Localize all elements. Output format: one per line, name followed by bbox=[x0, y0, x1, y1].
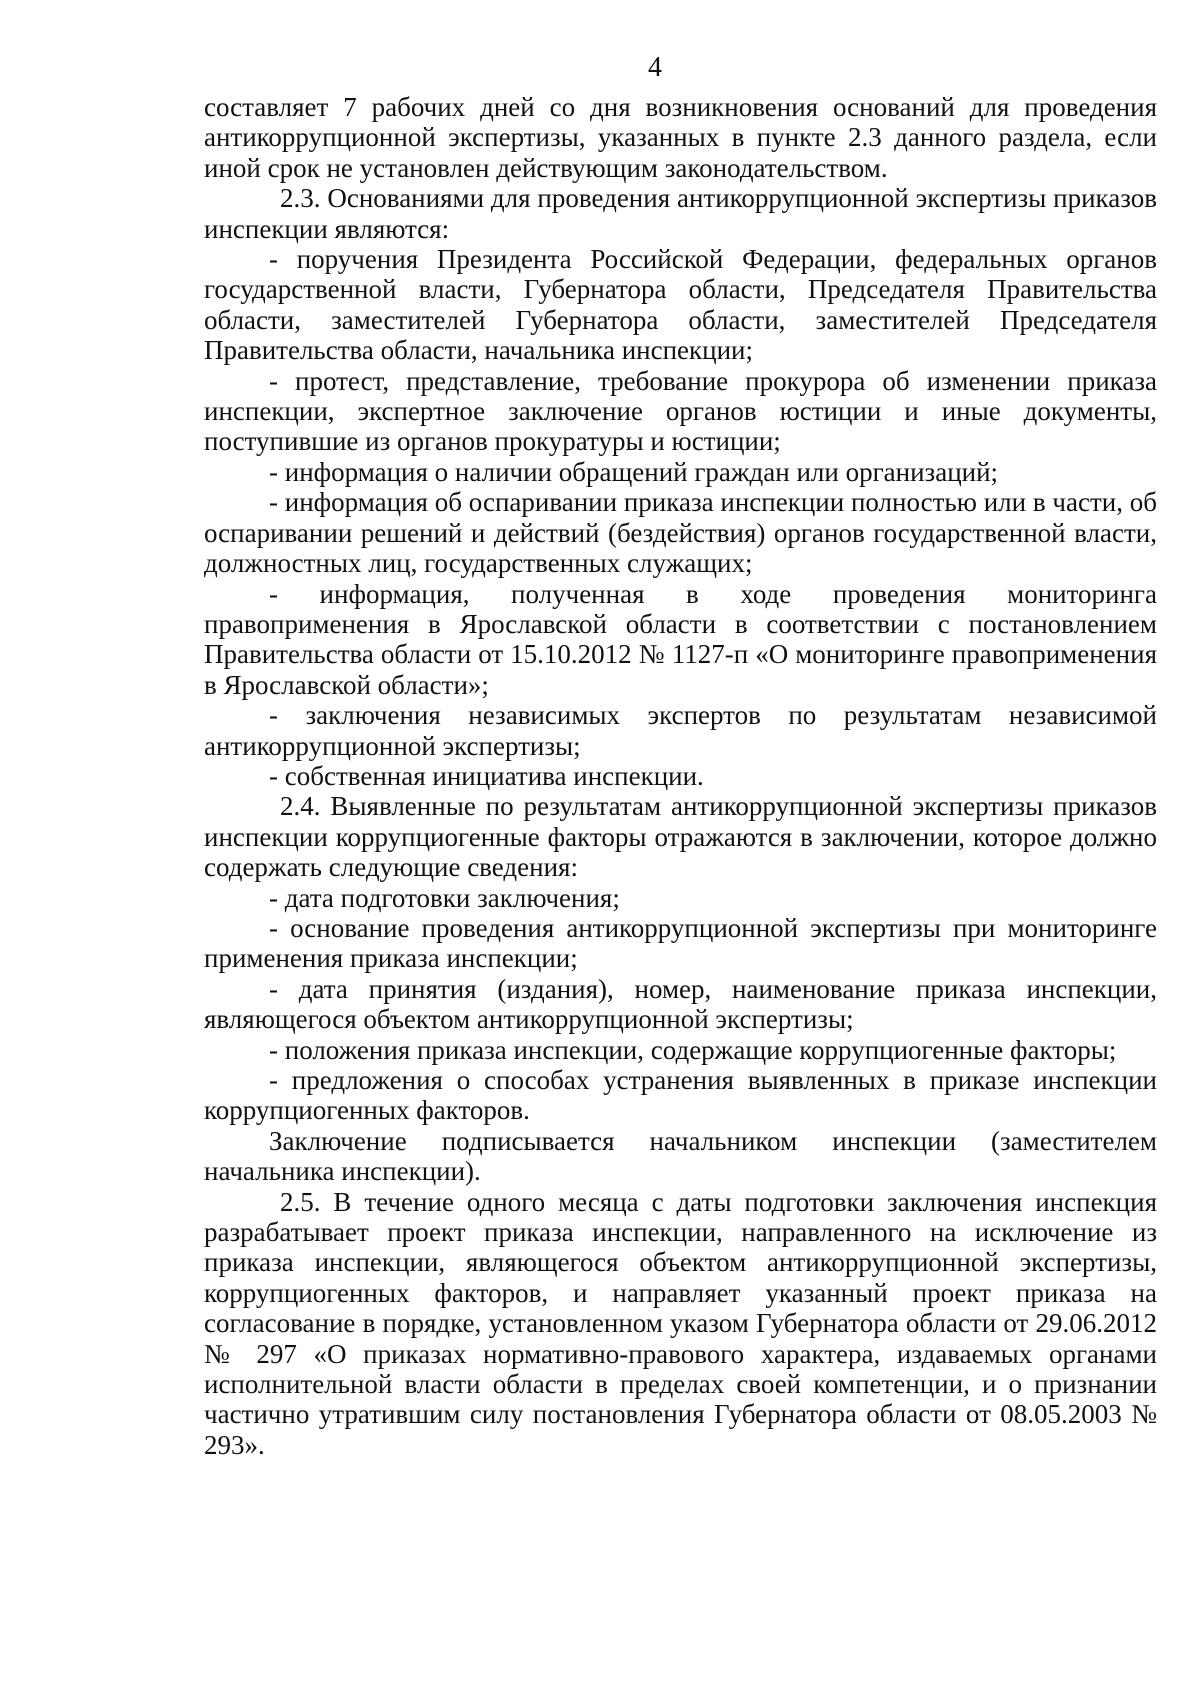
list-item-grounds-protest: - протест, представление, требование прокурора об изменении приказа инспекции, экспертное заключение органов юстиции и иные документы, поступившие из органов прокуратуры и юстиции; bbox=[204, 365, 1157, 457]
paragraph-conclusion-signature: Заключение подписывается начальником инспекции (заместителем начальника инспекции). bbox=[204, 1125, 1157, 1187]
list-item-grounds-monitoring: - информация, полученная в ходе проведения мониторинга правоприменения в Ярославской области в соответствии с постановлением Правительства области от 15.10.2012 № 1127-п «О мониторинге правоприменения в Ярославской области»; bbox=[204, 578, 1157, 700]
list-item-grounds-own-initiative: - собственная инициатива инспекции. bbox=[269, 760, 704, 791]
page-number: 4 bbox=[648, 52, 662, 83]
list-item-conclusion-provisions: - положения приказа инспекции, содержащие коррупциогенные факторы; bbox=[269, 1034, 1117, 1065]
list-item-conclusion-proposals: - предложения о способах устранения выявленных в приказе инспекции коррупциогенных факторов. bbox=[204, 1065, 1157, 1126]
list-item-grounds-orders: - поручения Президента Российской Федерации, федеральных органов государственной власти, Губернатора области, Председателя Правительства области, заместителей Губернатора области, заместителей Председателя Правительства области, начальника инспекции; bbox=[204, 244, 1157, 366]
paragraph-2-3: 2.3. Основаниями для проведения антикоррупционной экспертизы приказов инспекции являются: bbox=[204, 183, 1157, 244]
document-body bbox=[204, 92, 1157, 1460]
paragraph-2-4: 2.4. Выявленные по результатам антикоррупционной экспертизы приказов инспекции коррупциогенные факторы отражаются в заключении, которое должно содержать следующие сведения: bbox=[204, 791, 1157, 883]
list-item-grounds-appeals: - информация о наличии обращений граждан или организаций; bbox=[269, 456, 999, 487]
paragraph-term-continuation: составляет 7 рабочих дней со дня возникновения оснований для проведения антикоррупционной экспертизы, указанных в пункте 2.3 данного раздела, если иной срок не установлен действующим законодательством. bbox=[204, 92, 1157, 183]
list-item-conclusion-date: - дата подготовки заключения; bbox=[269, 882, 620, 913]
list-item-conclusion-order-details: - дата принятия (издания), номер, наименование приказа инспекции, являющегося объектом антикоррупционной экспертизы; bbox=[204, 973, 1157, 1035]
list-item-conclusion-basis: - основание проведения антикоррупционной экспертизы при мониторинге применения приказа инспекции; bbox=[204, 912, 1157, 974]
list-item-grounds-challenge: - информация об оспаривании приказа инспекции полностью или в части, об оспаривании решений и действий (бездействия) органов государственной власти, должностных лиц, государственных служащих; bbox=[204, 487, 1157, 579]
paragraph-2-5: 2.5. В течение одного месяца с даты подготовки заключения инспекция разрабатывает проект приказа инспекции, направленного на исключение из приказа инспекции, являющегося объектом антикоррупционной экспертизы, коррупциогенных факторов, и направляет указанный проект приказа на согласование в порядке, установленном указом Губернатора области от 29.06.2012 № 297 «О приказах нормативно-правового характера, издаваемых органами исполнительной власти области в пределах своей компетенции, и о признании частично утратившим силу постановления Губернатора области от 08.05.2003 № 293». bbox=[204, 1186, 1157, 1460]
list-item-grounds-independent-experts: - заключения независимых экспертов по результатам независимой антикоррупционной экспертизы; bbox=[204, 700, 1157, 761]
